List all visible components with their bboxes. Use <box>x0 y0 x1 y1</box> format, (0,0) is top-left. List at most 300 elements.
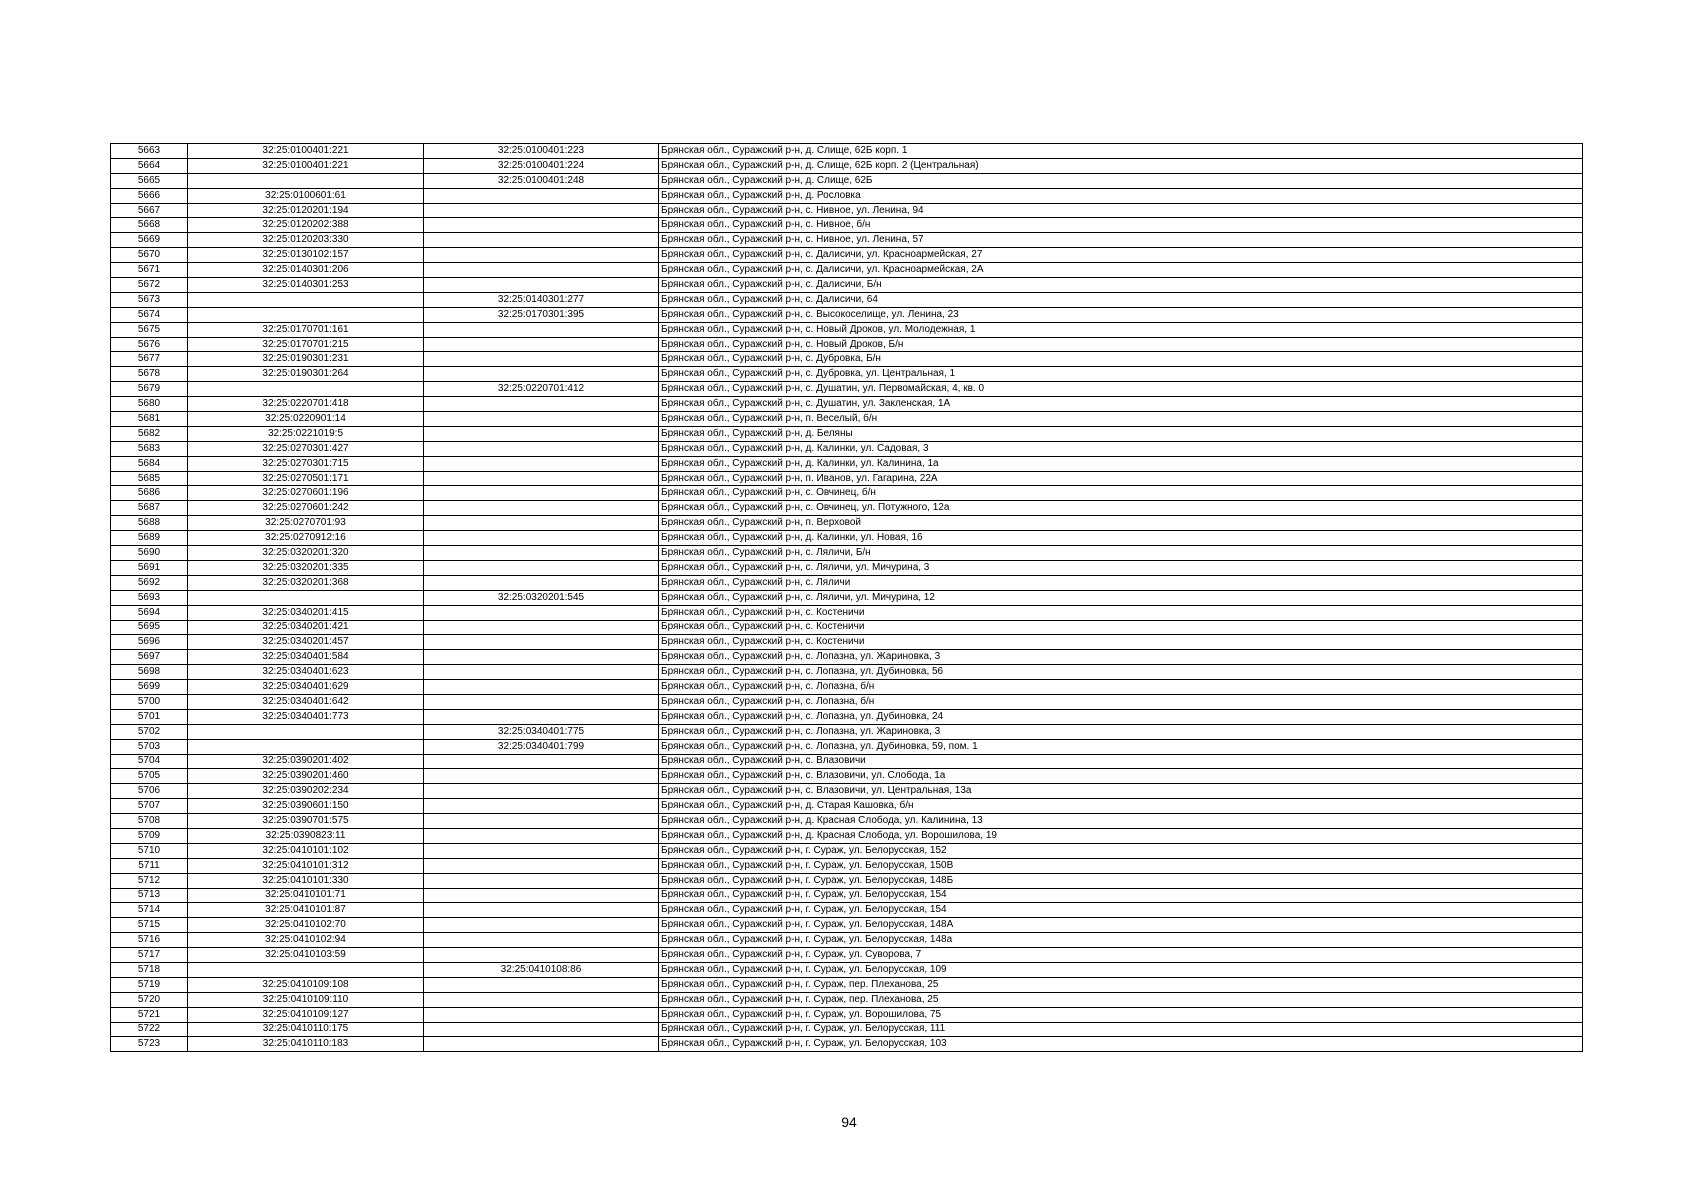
address-cell: Брянская обл., Суражский р-н, г. Сураж, ул. Белорусская, 154 <box>659 888 1583 903</box>
row-number-cell: 5663 <box>111 144 188 159</box>
table-row <box>111 784 1583 799</box>
building-cadastral-number-cell <box>424 575 659 590</box>
registry-table-body <box>111 144 1583 1052</box>
row-number-cell: 5702 <box>111 724 188 739</box>
address-cell: Брянская обл., Суражский р-н, г. Сураж, ул. Белорусская, 111 <box>659 1022 1583 1037</box>
table-row <box>111 858 1583 873</box>
address-cell: Брянская обл., Суражский р-н, г. Сураж, ул. Белорусская, 152 <box>659 843 1583 858</box>
land-cadastral-number-cell: 32:25:0410101:71 <box>188 888 424 903</box>
land-cadastral-number-cell <box>188 962 424 977</box>
table-row <box>111 635 1583 650</box>
table-row <box>111 441 1583 456</box>
land-cadastral-number-cell: 32:25:0410109:108 <box>188 977 424 992</box>
table-row <box>111 650 1583 665</box>
row-number-cell: 5674 <box>111 307 188 322</box>
row-number-cell: 5708 <box>111 814 188 829</box>
building-cadastral-number-cell <box>424 367 659 382</box>
building-cadastral-number-cell <box>424 412 659 427</box>
building-cadastral-number-cell: 32:25:0170301:395 <box>424 307 659 322</box>
building-cadastral-number-cell <box>424 873 659 888</box>
address-cell: Брянская обл., Суражский р-н, с. Влазовичи <box>659 754 1583 769</box>
building-cadastral-number-cell <box>424 352 659 367</box>
row-number-cell: 5697 <box>111 650 188 665</box>
address-cell: Брянская обл., Суражский р-н, с. Далисичи, 64 <box>659 292 1583 307</box>
row-number-cell: 5690 <box>111 546 188 561</box>
row-number-cell: 5664 <box>111 158 188 173</box>
building-cadastral-number-cell <box>424 560 659 575</box>
row-number-cell: 5705 <box>111 769 188 784</box>
building-cadastral-number-cell <box>424 1007 659 1022</box>
address-cell: Брянская обл., Суражский р-н, г. Сураж, ул. Белорусская, 154 <box>659 903 1583 918</box>
table-row <box>111 694 1583 709</box>
row-number-cell: 5716 <box>111 933 188 948</box>
land-cadastral-number-cell: 32:25:0270701:93 <box>188 516 424 531</box>
land-cadastral-number-cell: 32:25:0170701:215 <box>188 337 424 352</box>
address-cell: Брянская обл., Суражский р-н, с. Нивное, ул. Ленина, 57 <box>659 233 1583 248</box>
row-number-cell: 5671 <box>111 263 188 278</box>
row-number-cell: 5714 <box>111 903 188 918</box>
table-row <box>111 918 1583 933</box>
table-row <box>111 575 1583 590</box>
building-cadastral-number-cell <box>424 754 659 769</box>
address-cell: Брянская обл., Суражский р-н, п. Верховой <box>659 516 1583 531</box>
land-cadastral-number-cell: 32:25:0140301:253 <box>188 278 424 293</box>
building-cadastral-number-cell <box>424 977 659 992</box>
building-cadastral-number-cell <box>424 278 659 293</box>
land-cadastral-number-cell: 32:25:0340201:415 <box>188 605 424 620</box>
land-cadastral-number-cell: 32:25:0340201:421 <box>188 620 424 635</box>
land-cadastral-number-cell: 32:25:0220901:14 <box>188 412 424 427</box>
building-cadastral-number-cell <box>424 635 659 650</box>
land-cadastral-number-cell: 32:25:0190301:264 <box>188 367 424 382</box>
table-row <box>111 397 1583 412</box>
row-number-cell: 5676 <box>111 337 188 352</box>
row-number-cell: 5703 <box>111 739 188 754</box>
building-cadastral-number-cell: 32:25:0100401:248 <box>424 173 659 188</box>
table-row <box>111 903 1583 918</box>
row-number-cell: 5689 <box>111 531 188 546</box>
building-cadastral-number-cell: 32:25:0220701:412 <box>424 382 659 397</box>
table-row <box>111 516 1583 531</box>
row-number-cell: 5717 <box>111 948 188 963</box>
table-row <box>111 144 1583 159</box>
land-cadastral-number-cell: 32:25:0270601:242 <box>188 501 424 516</box>
address-cell: Брянская обл., Суражский р-н, с. Костеничи <box>659 635 1583 650</box>
row-number-cell: 5723 <box>111 1037 188 1052</box>
land-cadastral-number-cell: 32:25:0320201:368 <box>188 575 424 590</box>
building-cadastral-number-cell: 32:25:0340401:775 <box>424 724 659 739</box>
table-row <box>111 828 1583 843</box>
land-cadastral-number-cell: 32:25:0270912:16 <box>188 531 424 546</box>
building-cadastral-number-cell <box>424 650 659 665</box>
row-number-cell: 5711 <box>111 858 188 873</box>
land-cadastral-number-cell: 32:25:0340201:457 <box>188 635 424 650</box>
row-number-cell: 5665 <box>111 173 188 188</box>
address-cell: Брянская обл., Суражский р-н, с. Костеничи <box>659 620 1583 635</box>
building-cadastral-number-cell <box>424 799 659 814</box>
land-cadastral-number-cell: 32:25:0340401:773 <box>188 709 424 724</box>
building-cadastral-number-cell <box>424 516 659 531</box>
address-cell: Брянская обл., Суражский р-н, д. Слище, 62Б корп. 1 <box>659 144 1583 159</box>
address-cell: Брянская обл., Суражский р-н, д. Калинки, ул. Калинина, 1а <box>659 456 1583 471</box>
row-number-cell: 5701 <box>111 709 188 724</box>
row-number-cell: 5680 <box>111 397 188 412</box>
address-cell: Брянская обл., Суражский р-н, с. Лопазна, ул. Жариновка, 3 <box>659 650 1583 665</box>
table-row <box>111 709 1583 724</box>
table-row <box>111 560 1583 575</box>
address-cell: Брянская обл., Суражский р-н, д. Старая Кашовка, б/н <box>659 799 1583 814</box>
row-number-cell: 5695 <box>111 620 188 635</box>
address-cell: Брянская обл., Суражский р-н, с. Ляличи, Б/н <box>659 546 1583 561</box>
land-cadastral-number-cell: 32:25:0340401:584 <box>188 650 424 665</box>
land-cadastral-number-cell: 32:25:0320201:335 <box>188 560 424 575</box>
land-cadastral-number-cell: 32:25:0340401:629 <box>188 680 424 695</box>
building-cadastral-number-cell <box>424 903 659 918</box>
land-cadastral-number-cell: 32:25:0140301:206 <box>188 263 424 278</box>
row-number-cell: 5713 <box>111 888 188 903</box>
table-row <box>111 173 1583 188</box>
table-row <box>111 352 1583 367</box>
address-cell: Брянская обл., Суражский р-н, г. Сураж, ул. Суворова, 7 <box>659 948 1583 963</box>
row-number-cell: 5666 <box>111 188 188 203</box>
building-cadastral-number-cell <box>424 397 659 412</box>
building-cadastral-number-cell <box>424 1022 659 1037</box>
address-cell: Брянская обл., Суражский р-н, г. Сураж, ул. Белорусская, 148А <box>659 918 1583 933</box>
address-cell: Брянская обл., Суражский р-н, с. Лопазна, ул. Дубиновка, 56 <box>659 665 1583 680</box>
table-row <box>111 977 1583 992</box>
building-cadastral-number-cell: 32:25:0100401:223 <box>424 144 659 159</box>
address-cell: Брянская обл., Суражский р-н, д. Слище, 62Б <box>659 173 1583 188</box>
address-cell: Брянская обл., Суражский р-н, д. Рословка <box>659 188 1583 203</box>
address-cell: Брянская обл., Суражский р-н, с. Новый Дроков, Б/н <box>659 337 1583 352</box>
land-cadastral-number-cell <box>188 173 424 188</box>
land-cadastral-number-cell: 32:25:0270601:196 <box>188 486 424 501</box>
address-cell: Брянская обл., Суражский р-н, г. Сураж, ул. Белорусская, 103 <box>659 1037 1583 1052</box>
row-number-cell: 5696 <box>111 635 188 650</box>
address-cell: Брянская обл., Суражский р-н, г. Сураж, пер. Плеханова, 25 <box>659 992 1583 1007</box>
row-number-cell: 5682 <box>111 426 188 441</box>
address-cell: Брянская обл., Суражский р-н, с. Лопазна, б/н <box>659 694 1583 709</box>
building-cadastral-number-cell <box>424 188 659 203</box>
table-row <box>111 486 1583 501</box>
row-number-cell: 5698 <box>111 665 188 680</box>
row-number-cell: 5721 <box>111 1007 188 1022</box>
land-cadastral-number-cell: 32:25:0120203:330 <box>188 233 424 248</box>
address-cell: Брянская обл., Суражский р-н, с. Лопазна, ул. Дубиновка, 59, пом. 1 <box>659 739 1583 754</box>
land-cadastral-number-cell: 32:25:0410101:102 <box>188 843 424 858</box>
building-cadastral-number-cell <box>424 843 659 858</box>
building-cadastral-number-cell <box>424 531 659 546</box>
building-cadastral-number-cell <box>424 203 659 218</box>
building-cadastral-number-cell <box>424 426 659 441</box>
building-cadastral-number-cell <box>424 992 659 1007</box>
building-cadastral-number-cell <box>424 263 659 278</box>
table-row <box>111 471 1583 486</box>
row-number-cell: 5722 <box>111 1022 188 1037</box>
address-cell: Брянская обл., Суражский р-н, с. Овчинец, ул. Потужного, 12а <box>659 501 1583 516</box>
building-cadastral-number-cell <box>424 858 659 873</box>
row-number-cell: 5700 <box>111 694 188 709</box>
land-cadastral-number-cell <box>188 382 424 397</box>
land-cadastral-number-cell: 32:25:0410109:110 <box>188 992 424 1007</box>
land-cadastral-number-cell: 32:25:0100401:221 <box>188 144 424 159</box>
land-cadastral-number-cell: 32:25:0390202:234 <box>188 784 424 799</box>
building-cadastral-number-cell <box>424 471 659 486</box>
land-cadastral-number-cell: 32:25:0390823:11 <box>188 828 424 843</box>
table-row <box>111 948 1583 963</box>
land-cadastral-number-cell: 32:25:0190301:231 <box>188 352 424 367</box>
address-cell: Брянская обл., Суражский р-н, с. Ляличи <box>659 575 1583 590</box>
land-cadastral-number-cell: 32:25:0390201:402 <box>188 754 424 769</box>
table-row <box>111 188 1583 203</box>
row-number-cell: 5673 <box>111 292 188 307</box>
row-number-cell: 5709 <box>111 828 188 843</box>
table-row <box>111 799 1583 814</box>
building-cadastral-number-cell <box>424 828 659 843</box>
row-number-cell: 5675 <box>111 322 188 337</box>
address-cell: Брянская обл., Суражский р-н, г. Сураж, ул. Ворошилова, 75 <box>659 1007 1583 1022</box>
building-cadastral-number-cell <box>424 605 659 620</box>
table-row <box>111 680 1583 695</box>
building-cadastral-number-cell <box>424 248 659 263</box>
building-cadastral-number-cell <box>424 814 659 829</box>
table-row <box>111 412 1583 427</box>
address-cell: Брянская обл., Суражский р-н, с. Душатин, ул. Первомайская, 4, кв. 0 <box>659 382 1583 397</box>
table-row <box>111 873 1583 888</box>
table-row <box>111 248 1583 263</box>
address-cell: Брянская обл., Суражский р-н, г. Сураж, ул. Белорусская, 109 <box>659 962 1583 977</box>
land-cadastral-number-cell: 32:25:0410103:59 <box>188 948 424 963</box>
address-cell: Брянская обл., Суражский р-н, с. Овчинец, б/н <box>659 486 1583 501</box>
address-cell: Брянская обл., Суражский р-н, г. Сураж, пер. Плеханова, 25 <box>659 977 1583 992</box>
building-cadastral-number-cell <box>424 918 659 933</box>
address-cell: Брянская обл., Суражский р-н, с. Далисичи, Б/н <box>659 278 1583 293</box>
table-row <box>111 367 1583 382</box>
page-number: 94 <box>841 1114 857 1130</box>
table-row <box>111 739 1583 754</box>
table-row <box>111 1022 1583 1037</box>
row-number-cell: 5681 <box>111 412 188 427</box>
table-row <box>111 278 1583 293</box>
table-row <box>111 337 1583 352</box>
address-cell: Брянская обл., Суражский р-н, с. Влазовичи, ул. Центральная, 13а <box>659 784 1583 799</box>
land-cadastral-number-cell: 32:25:0410109:127 <box>188 1007 424 1022</box>
address-cell: Брянская обл., Суражский р-н, д. Беляны <box>659 426 1583 441</box>
row-number-cell: 5668 <box>111 218 188 233</box>
building-cadastral-number-cell <box>424 501 659 516</box>
row-number-cell: 5688 <box>111 516 188 531</box>
row-number-cell: 5692 <box>111 575 188 590</box>
address-cell: Брянская обл., Суражский р-н, с. Костеничи <box>659 605 1583 620</box>
address-cell: Брянская обл., Суражский р-н, с. Нивное, ул. Ленина, 94 <box>659 203 1583 218</box>
land-cadastral-number-cell: 32:25:0120201:194 <box>188 203 424 218</box>
building-cadastral-number-cell: 32:25:0340401:799 <box>424 739 659 754</box>
building-cadastral-number-cell <box>424 694 659 709</box>
land-cadastral-number-cell: 32:25:0390701:575 <box>188 814 424 829</box>
land-cadastral-number-cell <box>188 724 424 739</box>
table-row <box>111 1037 1583 1052</box>
building-cadastral-number-cell <box>424 486 659 501</box>
address-cell: Брянская обл., Суражский р-н, г. Сураж, ул. Белорусская, 148Б <box>659 873 1583 888</box>
land-cadastral-number-cell: 32:25:0410110:183 <box>188 1037 424 1052</box>
building-cadastral-number-cell: 32:25:0140301:277 <box>424 292 659 307</box>
land-cadastral-number-cell <box>188 292 424 307</box>
address-cell: Брянская обл., Суражский р-н, д. Красная Слобода, ул. Калинина, 13 <box>659 814 1583 829</box>
table-row <box>111 456 1583 471</box>
land-cadastral-number-cell: 32:25:0410102:70 <box>188 918 424 933</box>
land-cadastral-number-cell: 32:25:0270501:171 <box>188 471 424 486</box>
building-cadastral-number-cell <box>424 948 659 963</box>
address-cell: Брянская обл., Суражский р-н, с. Новый Дроков, ул. Молодежная, 1 <box>659 322 1583 337</box>
building-cadastral-number-cell <box>424 322 659 337</box>
address-cell: Брянская обл., Суражский р-н, п. Иванов, ул. Гагарина, 22А <box>659 471 1583 486</box>
table-row <box>111 158 1583 173</box>
row-number-cell: 5718 <box>111 962 188 977</box>
table-row <box>111 203 1583 218</box>
row-number-cell: 5699 <box>111 680 188 695</box>
address-cell: Брянская обл., Суражский р-н, д. Калинки, ул. Новая, 16 <box>659 531 1583 546</box>
land-cadastral-number-cell: 32:25:0120202:388 <box>188 218 424 233</box>
land-cadastral-number-cell <box>188 307 424 322</box>
land-cadastral-number-cell: 32:25:0320201:320 <box>188 546 424 561</box>
row-number-cell: 5686 <box>111 486 188 501</box>
land-cadastral-number-cell: 32:25:0390601:150 <box>188 799 424 814</box>
registry-table <box>110 143 1583 1052</box>
building-cadastral-number-cell <box>424 441 659 456</box>
land-cadastral-number-cell: 32:25:0130102:157 <box>188 248 424 263</box>
land-cadastral-number-cell: 32:25:0410101:330 <box>188 873 424 888</box>
row-number-cell: 5704 <box>111 754 188 769</box>
address-cell: Брянская обл., Суражский р-н, с. Дубровка, Б/н <box>659 352 1583 367</box>
building-cadastral-number-cell <box>424 620 659 635</box>
building-cadastral-number-cell <box>424 218 659 233</box>
land-cadastral-number-cell: 32:25:0340401:642 <box>188 694 424 709</box>
land-cadastral-number-cell: 32:25:0340401:623 <box>188 665 424 680</box>
building-cadastral-number-cell <box>424 665 659 680</box>
building-cadastral-number-cell <box>424 769 659 784</box>
row-number-cell: 5694 <box>111 605 188 620</box>
address-cell: Брянская обл., Суражский р-н, с. Нивное, б/н <box>659 218 1583 233</box>
address-cell: Брянская обл., Суражский р-н, г. Сураж, ул. Белорусская, 148а <box>659 933 1583 948</box>
table-row <box>111 322 1583 337</box>
table-row <box>111 754 1583 769</box>
table-row <box>111 501 1583 516</box>
land-cadastral-number-cell: 32:25:0390201:460 <box>188 769 424 784</box>
land-cadastral-number-cell: 32:25:0270301:715 <box>188 456 424 471</box>
building-cadastral-number-cell <box>424 233 659 248</box>
address-cell: Брянская обл., Суражский р-н, с. Далисичи, ул. Красноармейская, 2А <box>659 263 1583 278</box>
land-cadastral-number-cell: 32:25:0410101:312 <box>188 858 424 873</box>
address-cell: Брянская обл., Суражский р-н, с. Лопазна, ул. Дубиновка, 24 <box>659 709 1583 724</box>
building-cadastral-number-cell <box>424 680 659 695</box>
row-number-cell: 5691 <box>111 560 188 575</box>
address-cell: Брянская обл., Суражский р-н, с. Лопазна, б/н <box>659 680 1583 695</box>
row-number-cell: 5672 <box>111 278 188 293</box>
table-row <box>111 307 1583 322</box>
row-number-cell: 5679 <box>111 382 188 397</box>
row-number-cell: 5712 <box>111 873 188 888</box>
row-number-cell: 5719 <box>111 977 188 992</box>
address-cell: Брянская обл., Суражский р-н, с. Влазовичи, ул. Слобода, 1а <box>659 769 1583 784</box>
table-row <box>111 426 1583 441</box>
building-cadastral-number-cell <box>424 784 659 799</box>
address-cell: Брянская обл., Суражский р-н, п. Веселый, б/н <box>659 412 1583 427</box>
row-number-cell: 5715 <box>111 918 188 933</box>
building-cadastral-number-cell: 32:25:0100401:224 <box>424 158 659 173</box>
address-cell: Брянская обл., Суражский р-н, д. Калинки, ул. Садовая, 3 <box>659 441 1583 456</box>
table-row <box>111 233 1583 248</box>
land-cadastral-number-cell <box>188 739 424 754</box>
row-number-cell: 5677 <box>111 352 188 367</box>
building-cadastral-number-cell <box>424 709 659 724</box>
row-number-cell: 5707 <box>111 799 188 814</box>
row-number-cell: 5683 <box>111 441 188 456</box>
row-number-cell: 5685 <box>111 471 188 486</box>
building-cadastral-number-cell <box>424 1037 659 1052</box>
row-number-cell: 5670 <box>111 248 188 263</box>
table-row <box>111 218 1583 233</box>
land-cadastral-number-cell: 32:25:0220701:418 <box>188 397 424 412</box>
address-cell: Брянская обл., Суражский р-н, с. Ляличи, ул. Мичурина, 3 <box>659 560 1583 575</box>
address-cell: Брянская обл., Суражский р-н, с. Душатин, ул. Закленская, 1А <box>659 397 1583 412</box>
row-number-cell: 5687 <box>111 501 188 516</box>
land-cadastral-number-cell: 32:25:0410110:175 <box>188 1022 424 1037</box>
row-number-cell: 5669 <box>111 233 188 248</box>
building-cadastral-number-cell <box>424 888 659 903</box>
table-row <box>111 546 1583 561</box>
row-number-cell: 5720 <box>111 992 188 1007</box>
building-cadastral-number-cell <box>424 456 659 471</box>
land-cadastral-number-cell: 32:25:0221019:5 <box>188 426 424 441</box>
row-number-cell: 5710 <box>111 843 188 858</box>
address-cell: Брянская обл., Суражский р-н, с. Лопазна, ул. Жариновка, 3 <box>659 724 1583 739</box>
land-cadastral-number-cell <box>188 590 424 605</box>
address-cell: Брянская обл., Суражский р-н, г. Сураж, ул. Белорусская, 150В <box>659 858 1583 873</box>
table-row <box>111 814 1583 829</box>
row-number-cell: 5693 <box>111 590 188 605</box>
table-row <box>111 888 1583 903</box>
table-row <box>111 843 1583 858</box>
table-row <box>111 962 1583 977</box>
land-cadastral-number-cell: 32:25:0410102:94 <box>188 933 424 948</box>
address-cell: Брянская обл., Суражский р-н, с. Дубровка, ул. Центральная, 1 <box>659 367 1583 382</box>
table-row <box>111 724 1583 739</box>
table-row <box>111 605 1583 620</box>
address-cell: Брянская обл., Суражский р-н, д. Красная Слобода, ул. Ворошилова, 19 <box>659 828 1583 843</box>
address-cell: Брянская обл., Суражский р-н, с. Ляличи, ул. Мичурина, 12 <box>659 590 1583 605</box>
building-cadastral-number-cell <box>424 546 659 561</box>
table-row <box>111 531 1583 546</box>
building-cadastral-number-cell <box>424 337 659 352</box>
building-cadastral-number-cell <box>424 933 659 948</box>
table-row <box>111 382 1583 397</box>
land-cadastral-number-cell: 32:25:0100401:221 <box>188 158 424 173</box>
row-number-cell: 5678 <box>111 367 188 382</box>
table-row <box>111 620 1583 635</box>
row-number-cell: 5667 <box>111 203 188 218</box>
land-cadastral-number-cell: 32:25:0170701:161 <box>188 322 424 337</box>
address-cell: Брянская обл., Суражский р-н, с. Далисичи, ул. Красноармейская, 27 <box>659 248 1583 263</box>
land-cadastral-number-cell: 32:25:0100601:61 <box>188 188 424 203</box>
table-row <box>111 665 1583 680</box>
land-cadastral-number-cell: 32:25:0410101:87 <box>188 903 424 918</box>
land-cadastral-number-cell: 32:25:0270301:427 <box>188 441 424 456</box>
address-cell: Брянская обл., Суражский р-н, с. Высокоселище, ул. Ленина, 23 <box>659 307 1583 322</box>
table-row <box>111 992 1583 1007</box>
table-row <box>111 933 1583 948</box>
table-row <box>111 769 1583 784</box>
address-cell: Брянская обл., Суражский р-н, д. Слище, 62Б корп. 2 (Центральная) <box>659 158 1583 173</box>
